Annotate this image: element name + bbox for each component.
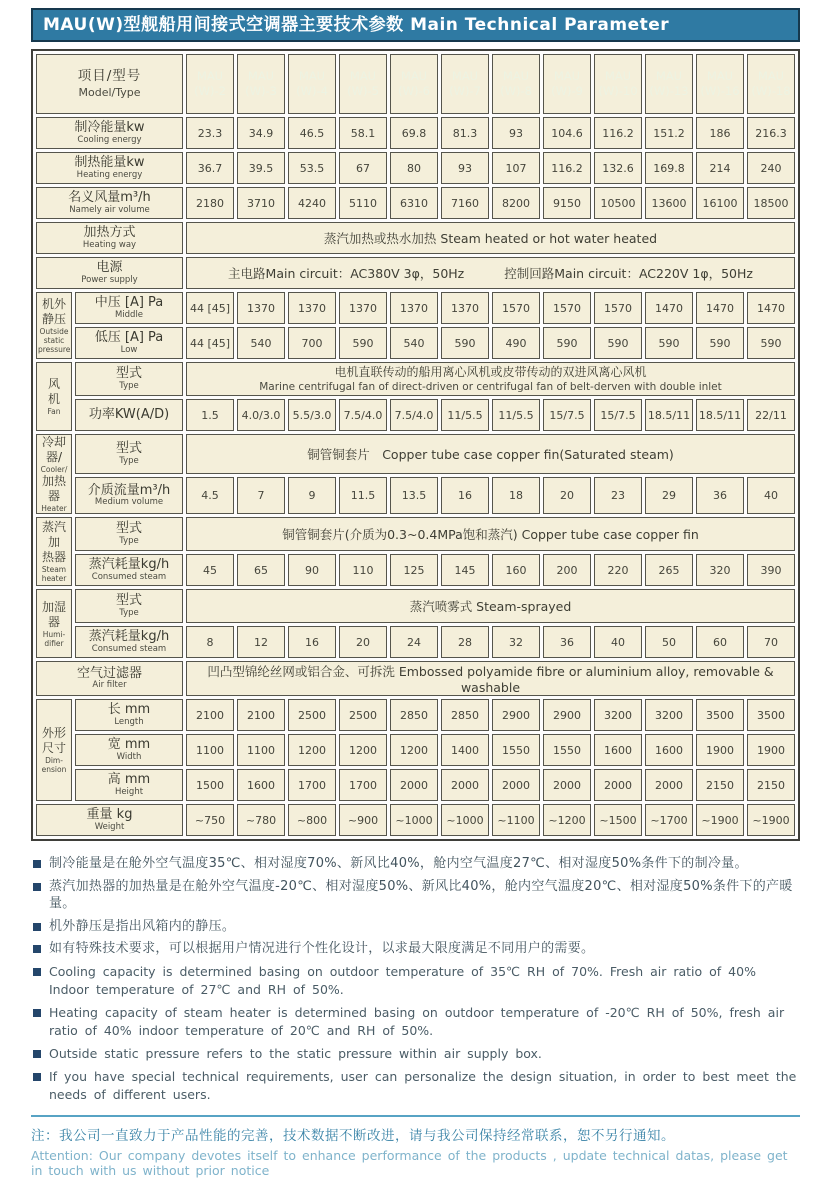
- value-cell: 70: [747, 626, 795, 658]
- value-cell: 1370: [237, 292, 285, 324]
- square-bullet-icon: [33, 1009, 41, 1017]
- sub-label: 长 mm Length: [75, 699, 183, 731]
- value-cell: 3500: [747, 699, 795, 731]
- value-cell: 65: [237, 554, 285, 586]
- value-cell: 2000: [594, 769, 642, 801]
- value-cell: 44 [45]: [186, 292, 234, 324]
- row-cooler-type: [36, 434, 795, 474]
- value-cell: 40: [747, 477, 795, 514]
- sub-label: 低压 [A] Pa Low: [75, 327, 183, 359]
- value-cell: 20: [339, 626, 387, 658]
- sub-label: 功率KW(A/D): [75, 399, 183, 431]
- value-cell: 214: [696, 152, 744, 184]
- value-cell: 1370: [288, 292, 336, 324]
- square-bullet-icon: [33, 945, 41, 953]
- value-cell: 16: [288, 626, 336, 658]
- sub-label: 蒸汽耗量kg/h Consumed steam: [75, 554, 183, 586]
- row-label: 空气过滤器 Air filter: [36, 661, 183, 696]
- sub-label: 高 mm Height: [75, 769, 183, 801]
- value-cell: 1470: [747, 292, 795, 324]
- value-cell: 7160: [441, 187, 489, 219]
- value-cell: 3500: [696, 699, 744, 731]
- row-power-supply: [36, 257, 795, 289]
- row-humidifier-type: [36, 589, 795, 623]
- value-cell: 28: [441, 626, 489, 658]
- value-cell: 1.5: [186, 399, 234, 431]
- value-cell: 22/11: [747, 399, 795, 431]
- value-cell: 2850: [390, 699, 438, 731]
- value-cell: 1200: [288, 734, 336, 766]
- value-cell: 1700: [339, 769, 387, 801]
- value-cell: 23.3: [186, 117, 234, 149]
- value-cell: 13.5: [390, 477, 438, 514]
- value-cell: 151.2: [645, 117, 693, 149]
- value-cell: 67: [339, 152, 387, 184]
- value-cell: 590: [441, 327, 489, 359]
- air-filter-value: 凹凸型锦纶丝网或铝合金、可拆洗 Embossed polyamide fibre or aluminium alloy, removable & washable: [186, 661, 795, 696]
- value-cell: ~1700: [645, 804, 693, 836]
- sub-label: 宽 mm Width: [75, 734, 183, 766]
- value-cell: 5110: [339, 187, 387, 219]
- value-cell: 40: [594, 626, 642, 658]
- square-bullet-icon: [33, 968, 41, 976]
- row-air-volume: [36, 187, 795, 219]
- row-label: 电源 Power supply: [36, 257, 183, 289]
- value-cell: 36: [543, 626, 591, 658]
- value-cell: 2900: [492, 699, 540, 731]
- value-cell: ~900: [339, 804, 387, 836]
- square-bullet-icon: [33, 1050, 41, 1058]
- note-item: [31, 878, 800, 913]
- group-label-cooler-heater: 冷却器/ Cooler/ 加热器 Heater: [36, 434, 72, 514]
- value-cell: 4.0/3.0: [237, 399, 285, 431]
- group-label-humidifier: 加湿器 Humi- difier: [36, 589, 72, 658]
- value-cell: 18500: [747, 187, 795, 219]
- value-cell: ~1000: [390, 804, 438, 836]
- value-cell: 10500: [594, 187, 642, 219]
- note-item: [31, 963, 800, 999]
- group-label-fan: 风 机 Fan: [36, 362, 72, 431]
- value-cell: 32: [492, 626, 540, 658]
- value-cell: 1370: [441, 292, 489, 324]
- group-label-steam-heater: 蒸汽加 热器 Steam heater: [36, 517, 72, 586]
- value-cell: 11.5: [339, 477, 387, 514]
- value-cell: 2150: [696, 769, 744, 801]
- corner-cell: [36, 54, 183, 114]
- value-cell: ~1000: [441, 804, 489, 836]
- value-cell: 80: [390, 152, 438, 184]
- value-cell: 1370: [339, 292, 387, 324]
- note-item: [31, 940, 800, 958]
- value-cell: 1900: [696, 734, 744, 766]
- model-header: MAU (W)-13: [645, 54, 693, 114]
- value-cell: 590: [645, 327, 693, 359]
- value-cell: 1570: [543, 292, 591, 324]
- steam-heater-type-value: 铜管铜套片(介质为0.3~0.4MPa饱和蒸汽) Copper tube case copper fin: [186, 517, 795, 551]
- square-bullet-icon: [33, 923, 41, 931]
- value-cell: 104.6: [543, 117, 591, 149]
- note-item: [31, 855, 800, 873]
- value-cell: 1550: [543, 734, 591, 766]
- value-cell: 2180: [186, 187, 234, 219]
- row-humidifier-consumed: [36, 626, 795, 658]
- footer-note-en: Attention: Our company devotes itself to enhance performance of the products , update technical datas, please get in touch with us without prior notice: [31, 1147, 788, 1178]
- row-height: [36, 769, 795, 801]
- main-circuit: 主电路Main circuit：AC380V 3φ，50Hz: [228, 266, 465, 281]
- value-cell: 24: [390, 626, 438, 658]
- value-cell: 6310: [390, 187, 438, 219]
- note-text: Outside static pressure refers to the static pressure within air supply box.: [49, 1046, 542, 1062]
- row-label: 加热方式 Heating way: [36, 222, 183, 254]
- value-cell: 240: [747, 152, 795, 184]
- note-item: [31, 1004, 800, 1040]
- value-cell: 125: [390, 554, 438, 586]
- value-cell: ~1100: [492, 804, 540, 836]
- value-cell: 9150: [543, 187, 591, 219]
- value-cell: 58.1: [339, 117, 387, 149]
- model-header: MAU (W)-5: [339, 54, 387, 114]
- cooler-type-value: 铜管铜套片 Copper tube case copper fin(Saturated steam): [186, 434, 795, 474]
- value-cell: 15/7.5: [543, 399, 591, 431]
- row-cooling-energy: [36, 117, 795, 149]
- sub-label: 中压 [A] Pa Middle: [75, 292, 183, 324]
- value-cell: 1500: [186, 769, 234, 801]
- row-pressure-low: [36, 327, 795, 359]
- row-pressure-middle: [36, 292, 795, 324]
- sub-label: 介质流量m³/h Medium volume: [75, 477, 183, 514]
- note-text: 机外静压是指出风箱内的静压。: [49, 918, 236, 934]
- row-air-filter: [36, 661, 795, 696]
- value-cell: 1100: [237, 734, 285, 766]
- value-cell: 1550: [492, 734, 540, 766]
- value-cell: ~1900: [696, 804, 744, 836]
- model-header: MAU (W)-18: [747, 54, 795, 114]
- value-cell: ~1500: [594, 804, 642, 836]
- value-cell: 69.8: [390, 117, 438, 149]
- header-row: [36, 54, 795, 114]
- note-item: [31, 918, 800, 936]
- value-cell: 20: [543, 477, 591, 514]
- value-cell: 1470: [696, 292, 744, 324]
- row-label: 制热能量kw Heating energy: [36, 152, 183, 184]
- row-fan-type: [36, 362, 795, 396]
- value-cell: 7.5/4.0: [390, 399, 438, 431]
- square-bullet-icon: [33, 860, 41, 868]
- spec-table: [31, 49, 800, 841]
- value-cell: 490: [492, 327, 540, 359]
- value-cell: 390: [747, 554, 795, 586]
- value-cell: 23: [594, 477, 642, 514]
- value-cell: 2000: [645, 769, 693, 801]
- model-header: MAU (W)-7: [441, 54, 489, 114]
- value-cell: 2500: [339, 699, 387, 731]
- value-cell: 3710: [237, 187, 285, 219]
- sub-label: 型式 Type: [75, 517, 183, 551]
- value-cell: 7.5/4.0: [339, 399, 387, 431]
- group-label-dimension: 外形 尺寸 Dim- ension: [36, 699, 72, 801]
- value-cell: 45: [186, 554, 234, 586]
- note-text: Heating capacity of steam heater is determined basing on outdoor temperature of -20℃ RH of 50%, fresh air ratio of 40% indoor temperature of 20℃ and RH of 50%.: [49, 1004, 785, 1039]
- note-text: If you have special technical requirements, user can personalize the design situation, in order to best meet the needs of different users.: [49, 1069, 797, 1103]
- value-cell: 1400: [441, 734, 489, 766]
- value-cell: 93: [492, 117, 540, 149]
- square-bullet-icon: [33, 1073, 41, 1081]
- value-cell: 200: [543, 554, 591, 586]
- value-cell: 1370: [390, 292, 438, 324]
- value-cell: 16: [441, 477, 489, 514]
- value-cell: 4.5: [186, 477, 234, 514]
- value-cell: 590: [339, 327, 387, 359]
- row-medium-volume: [36, 477, 795, 514]
- value-cell: 2000: [441, 769, 489, 801]
- model-header: MAU (W)-4: [288, 54, 336, 114]
- value-cell: 2850: [441, 699, 489, 731]
- row-width: [36, 734, 795, 766]
- value-cell: 590: [543, 327, 591, 359]
- row-label: 名义风量m³/h Namely air volume: [36, 187, 183, 219]
- value-cell: 8: [186, 626, 234, 658]
- value-cell: 9: [288, 477, 336, 514]
- value-cell: 16100: [696, 187, 744, 219]
- row-weight: [36, 804, 795, 836]
- sub-label: 型式 Type: [75, 589, 183, 623]
- row-fan-power: [36, 399, 795, 431]
- value-cell: 590: [747, 327, 795, 359]
- value-cell: 46.5: [288, 117, 336, 149]
- value-cell: 186: [696, 117, 744, 149]
- value-cell: 2100: [237, 699, 285, 731]
- value-cell: 132.6: [594, 152, 642, 184]
- value-cell: 2000: [492, 769, 540, 801]
- control-circuit: 控制回路Main circuit：AC220V 1φ，50Hz: [504, 266, 753, 281]
- value-cell: 8200: [492, 187, 540, 219]
- value-cell: 116.2: [543, 152, 591, 184]
- value-cell: 44 [45]: [186, 327, 234, 359]
- value-cell: ~1900: [747, 804, 795, 836]
- value-cell: 1700: [288, 769, 336, 801]
- value-cell: 265: [645, 554, 693, 586]
- value-cell: 2150: [747, 769, 795, 801]
- value-cell: 220: [594, 554, 642, 586]
- value-cell: 1200: [339, 734, 387, 766]
- value-cell: 1470: [645, 292, 693, 324]
- value-cell: 1570: [594, 292, 642, 324]
- value-cell: 2900: [543, 699, 591, 731]
- model-header: MAU (W)-2: [186, 54, 234, 114]
- fan-type-value: 电机直联传动的船用离心风机或皮带传动的双进风离心风机 Marine centrifugal fan of direct-driven or centrifugal fan of belt-derven with double inlet: [186, 362, 795, 396]
- corner-zh: 项目/型号: [77, 68, 142, 85]
- value-cell: 590: [594, 327, 642, 359]
- power-supply-value: [186, 257, 795, 289]
- row-label: 制冷能量kw Cooling energy: [36, 117, 183, 149]
- model-header: MAU (W)-6: [390, 54, 438, 114]
- value-cell: 2000: [543, 769, 591, 801]
- value-cell: 29: [645, 477, 693, 514]
- value-cell: ~1200: [543, 804, 591, 836]
- model-header: MAU (W)-9: [543, 54, 591, 114]
- value-cell: 7: [237, 477, 285, 514]
- footer-note-zh: 注：我公司一直致力于产品性能的完善，技术数据不断改进，请与我公司保持经常联系，恕不另行通知。: [31, 1127, 675, 1144]
- value-cell: 53.5: [288, 152, 336, 184]
- value-cell: 18.5/11: [645, 399, 693, 431]
- value-cell: 13600: [645, 187, 693, 219]
- page-title: MAU(W)型舰船用间接式空调器主要技术参数 Main Technical Parameter: [31, 8, 800, 42]
- footer: [31, 1115, 800, 1178]
- value-cell: 93: [441, 152, 489, 184]
- value-cell: 700: [288, 327, 336, 359]
- value-cell: 107: [492, 152, 540, 184]
- value-cell: 1570: [492, 292, 540, 324]
- value-cell: 5.5/3.0: [288, 399, 336, 431]
- sub-label: 型式 Type: [75, 362, 183, 396]
- value-cell: 110: [339, 554, 387, 586]
- value-cell: 3200: [645, 699, 693, 731]
- value-cell: 320: [696, 554, 744, 586]
- model-header: MAU (W)-8: [492, 54, 540, 114]
- note-text: 如有特殊技术要求，可以根据用户情况进行个性化设计，以求最大限度满足不同用户的需要。: [49, 941, 595, 957]
- model-header: MAU (W)-3: [237, 54, 285, 114]
- sub-label: 蒸汽耗量kg/h Consumed steam: [75, 626, 183, 658]
- value-cell: 169.8: [645, 152, 693, 184]
- value-cell: 216.3: [747, 117, 795, 149]
- row-heating-way: [36, 222, 795, 254]
- value-cell: 90: [288, 554, 336, 586]
- model-header: MAU (W)-16: [696, 54, 744, 114]
- row-steam-consumed: [36, 554, 795, 586]
- group-label-pressure: 机外 静压 Outside static pressure: [36, 292, 72, 359]
- value-cell: 11/5.5: [441, 399, 489, 431]
- value-cell: 1900: [747, 734, 795, 766]
- row-length: [36, 699, 795, 731]
- value-cell: 18: [492, 477, 540, 514]
- model-header: MAU (W)-10: [594, 54, 642, 114]
- value-cell: 1100: [186, 734, 234, 766]
- value-cell: 50: [645, 626, 693, 658]
- heating-way-value: 蒸汽加热或热水加热 Steam heated or hot water heated: [186, 222, 795, 254]
- row-steam-heater-type: [36, 517, 795, 551]
- value-cell: 1200: [390, 734, 438, 766]
- value-cell: 12: [237, 626, 285, 658]
- note-text: 蒸汽加热器的加热量是在舱外空气温度-20℃、相对湿度50%、新风比40%，舱内空气温度20℃、相对湿度50%条件下的产暖量。: [49, 878, 793, 912]
- value-cell: 160: [492, 554, 540, 586]
- value-cell: 2500: [288, 699, 336, 731]
- value-cell: 540: [237, 327, 285, 359]
- row-heating-energy: [36, 152, 795, 184]
- square-bullet-icon: [33, 883, 41, 891]
- value-cell: 590: [696, 327, 744, 359]
- value-cell: 81.3: [441, 117, 489, 149]
- value-cell: 2000: [390, 769, 438, 801]
- notes-list: [31, 855, 800, 1105]
- value-cell: 145: [441, 554, 489, 586]
- value-cell: 116.2: [594, 117, 642, 149]
- value-cell: 4240: [288, 187, 336, 219]
- value-cell: 1600: [594, 734, 642, 766]
- value-cell: 18.5/11: [696, 399, 744, 431]
- value-cell: 2100: [186, 699, 234, 731]
- value-cell: ~800: [288, 804, 336, 836]
- value-cell: ~750: [186, 804, 234, 836]
- note-text: Cooling capacity is determined basing on outdoor temperature of 35℃ RH of 70%. Fresh air ratio of 40% Indoor temperature of 27℃ and RH of 50%.: [49, 963, 756, 997]
- note-item: [31, 1045, 800, 1063]
- row-label: 重量 kg Weight: [36, 804, 183, 836]
- value-cell: 3200: [594, 699, 642, 731]
- value-cell: 60: [696, 626, 744, 658]
- value-cell: 39.5: [237, 152, 285, 184]
- value-cell: 15/7.5: [594, 399, 642, 431]
- note-text: 制冷能量是在舱外空气温度35℃、相对湿度70%、新风比40%，舱内空气温度27℃、相对湿度50%条件下的制冷量。: [49, 856, 748, 871]
- value-cell: 1600: [237, 769, 285, 801]
- note-item: [31, 1068, 800, 1104]
- value-cell: 36: [696, 477, 744, 514]
- value-cell: 34.9: [237, 117, 285, 149]
- corner-en: Model/Type: [78, 86, 141, 100]
- humidifier-type-value: 蒸汽喷雾式 Steam-sprayed: [186, 589, 795, 623]
- sub-label: 型式 Type: [75, 434, 183, 474]
- value-cell: 1600: [645, 734, 693, 766]
- value-cell: 36.7: [186, 152, 234, 184]
- value-cell: 11/5.5: [492, 399, 540, 431]
- value-cell: ~780: [237, 804, 285, 836]
- value-cell: 540: [390, 327, 438, 359]
